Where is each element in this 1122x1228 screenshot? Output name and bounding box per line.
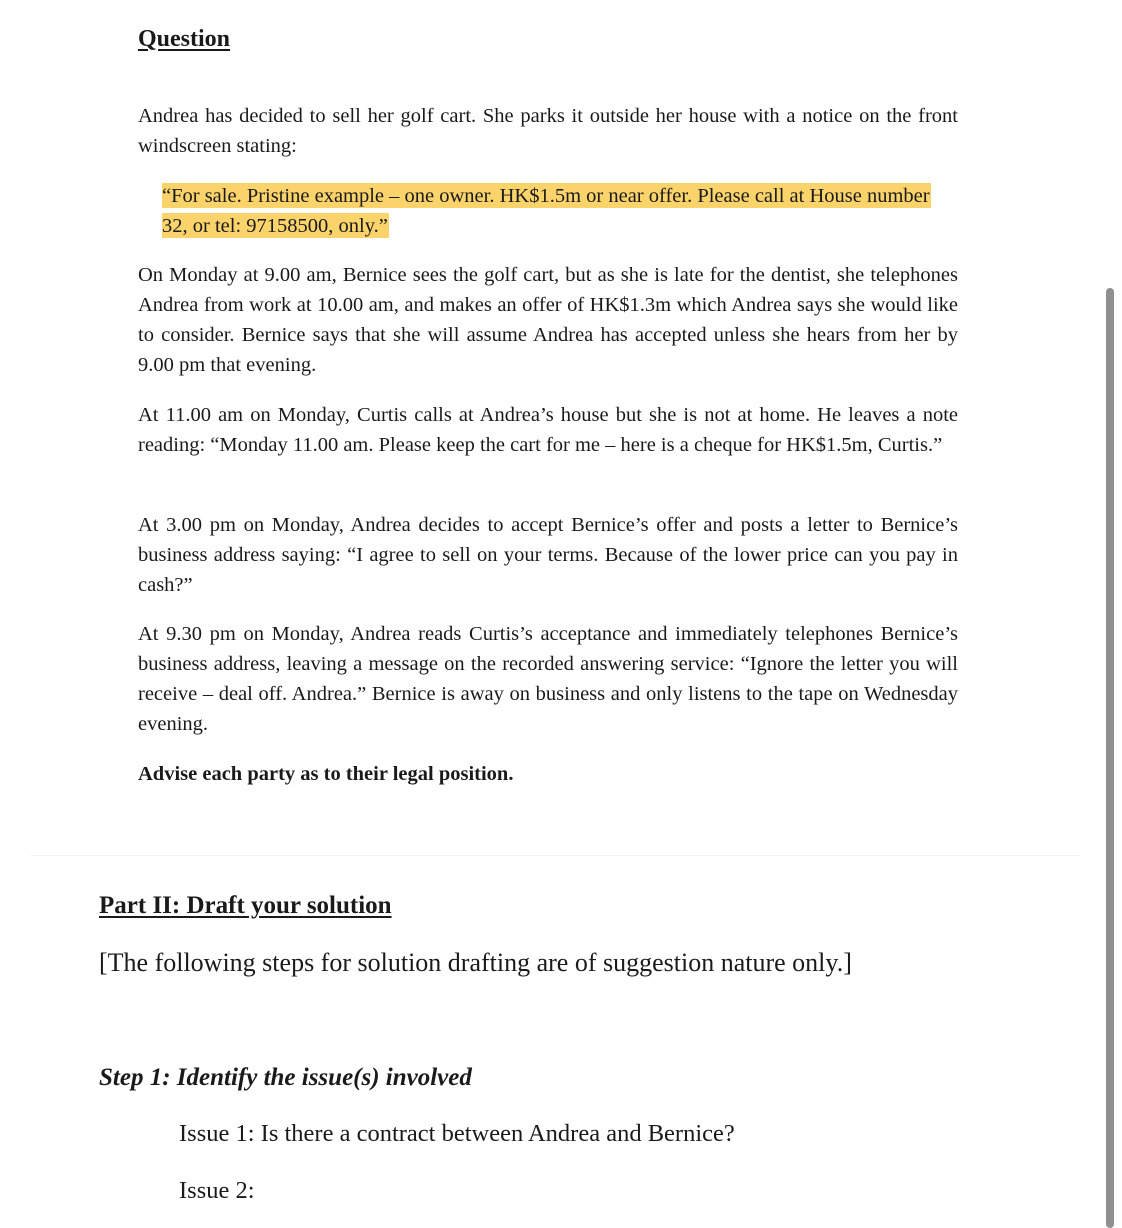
section-divider	[30, 855, 1080, 856]
drafting-note: [The following steps for solution drafting are of suggestion nature only.]	[99, 948, 852, 977]
part-ii-heading: Part II: Draft your solution	[99, 892, 392, 919]
vertical-scrollbar[interactable]	[1106, 288, 1114, 1228]
highlighted-notice-text: “For sale. Pristine example – one owner. HK$1.5m or near offer. Please call at House number 32, or tel: 97158500, only.”	[162, 185, 930, 237]
step-1-heading: Step 1: Identify the issue(s) involved	[99, 1064, 472, 1091]
scenario-paragraph-3: At 3.00 pm on Monday, Andrea decides to accept Bernice’s offer and posts a letter to Bernice’s business address saying: “I agree to sell on your terms. Because of the lower price can you pay in cash?”	[138, 514, 958, 596]
issue-2-text: Issue 2:	[179, 1177, 255, 1204]
scenario-paragraph-4: At 9.30 pm on Monday, Andrea reads Curtis’s acceptance and immediately telephones Bernice’s business address, leaving a message on the recorded answering service: “Ignore the letter you will receive – deal off. Andrea.” Bernice is away on business and only listens to the tape on Wednesday evening.	[138, 623, 958, 735]
issue-1-text: Issue 1: Is there a contract between Andrea and Bernice?	[179, 1120, 735, 1147]
scenario-paragraph-2: At 11.00 am on Monday, Curtis calls at Andrea’s house but she is not at home. He leaves a note reading: “Monday 11.00 am. Please keep the cart for me – here is a cheque for HK$1.5m, Curtis.”	[138, 404, 958, 456]
intro-paragraph: Andrea has decided to sell her golf cart. She parks it outside her house with a notice on the front windscreen stating:	[138, 105, 958, 157]
question-heading: Question	[138, 26, 231, 52]
sale-notice-quote	[162, 181, 958, 241]
scenario-paragraph-1: On Monday at 9.00 am, Bernice sees the golf cart, but as she is late for the dentist, she telephones Andrea from work at 10.00 am, and makes an offer of HK$1.3m which Andrea says she would like to consider. Bernice says that she will assume Andrea has accepted unless she hears from her by 9.00 pm that evening.	[138, 264, 958, 376]
instruction-text: Advise each party as to their legal position.	[138, 763, 514, 785]
